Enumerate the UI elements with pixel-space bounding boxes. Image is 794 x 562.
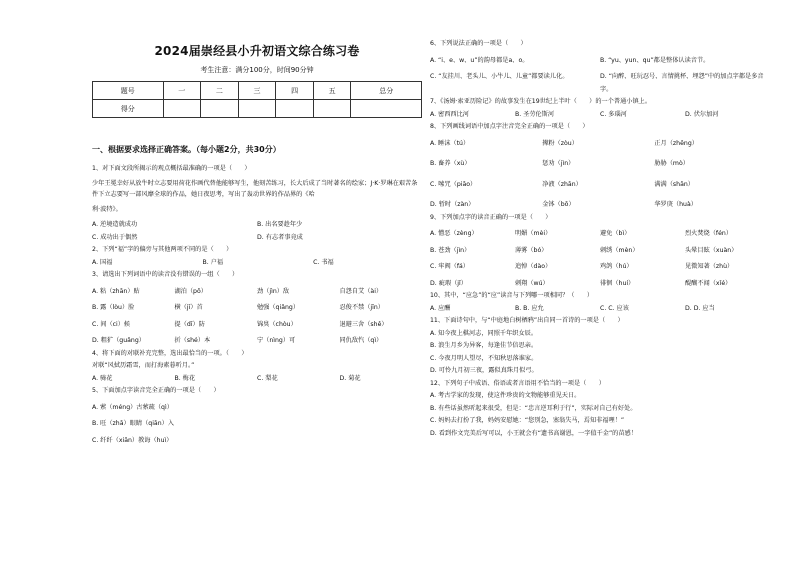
option-part: 忍俊不禁（jīn） [339,304,384,311]
question-stem: 9、下列加点字的读音正确的一项是（ ） [430,213,552,221]
option-part: A. 粘（zhān）贴 [92,287,140,295]
score-cell[interactable] [201,100,239,118]
option: A. 考古学家的发现，使这件珍贵的文物能够重见天日。 [430,392,581,399]
option: B. 梅花 [174,374,196,382]
score-header-cell: 题号 [93,82,164,100]
section-heading: 一、根据要求选择正确答案。（每小题2分，共30分） [92,145,281,154]
option-row [92,373,422,386]
option-part: A. 睡沫（tú） [430,139,470,147]
option-part: 同仇敌忾（qì） [339,337,383,344]
option-part: 鸡鸽（hú） [600,263,633,270]
option-part: 横（jī）首 [174,304,203,311]
question-5 [92,385,422,447]
exam-note: 考生注意：满分100分，时间90分钟 [200,66,314,74]
option: B. 旺（zhā）眼睛（qiān）入 [92,420,174,427]
option-part: B. 畜养（xù） [430,160,471,167]
score-header-cell: 五 [313,82,351,100]
option-part: 徘徊（huí） [600,279,635,287]
question-9 [430,212,770,291]
option: C. 妈妈去打扮了我，妈妈安慰她：“您别急，塞翁失马，焉知非福哩！” [430,417,625,424]
option: A. 骑花 [92,374,113,382]
option: D. 菊花 [339,374,361,382]
option: B. 户福 [202,258,224,266]
option: D. “向醉、旺玩忍号、言情挑杯、埋怨”中的加点字都是多音字。 [600,73,764,93]
question-stem: 1、对下面文段所揭示的观点概括最准确的一项是（ ） [92,165,251,172]
option-part: 刺绣（mèn） [600,246,639,254]
option-row [92,302,422,315]
question-stem: 7、《汤姆·索亚历险记》的故事发生在19世纪上半叶（ ）的一个普通小镇上。 [430,98,652,105]
option-part: C. 间（ci）候 [92,320,131,328]
option-row [430,278,770,291]
option: C. C. 应该 [600,304,629,312]
score-cell[interactable] [163,100,201,118]
question-1 [92,163,422,244]
option-part: 折（shé）本 [174,337,211,344]
option-part: D. 暂时（zàn） [430,201,475,208]
option: A. 国福 [92,258,113,266]
question-passage: 少年王冕幸好从放牛时立志要用荷花作画代替他能够写生，他刻苦练习，长大后成了当时著名的绘家；J·K·罗琳在艰苦条件下立志要写一部风靡全球的作品，她日夜思考，写出了轰动世界的作品界的《哈 [92,180,418,198]
option-part: 刺翔（wú） [515,279,549,287]
question-passage: 对联“风拭历霜雪，而打海素暮听月。” [92,362,195,369]
question-stem: 5、下面加点字读音完全正确的一项是（ ） [92,387,220,394]
option: C. 纤纤（xiān）教诲（huì） [92,436,173,444]
option-part: D. 疵瑕（jǐ） [430,279,467,287]
option-row [430,245,770,258]
option-row [430,109,770,122]
option-part: 见微知著（zhù） [685,263,734,270]
option-row [430,158,770,171]
option-part: 自怨自艾（ài） [339,287,383,295]
score-header-cell: 三 [238,82,276,100]
option-row [92,286,422,299]
question-stem: 11、下面诗句中，与“中庭地白树栖鸦”出自同一首诗的一项是（ ） [430,317,624,324]
score-header-cell: 四 [276,82,314,100]
score-table-header-row [93,82,422,100]
option-part: C. 嗦咒（piāo） [430,180,477,188]
option-part: 惩劝（jìn） [542,160,575,167]
option-row [430,303,770,316]
option-part: B. 苍劲（jìn） [430,246,471,254]
question-7 [430,96,770,121]
option-part: D. 粗犷（guǎng） [92,337,145,344]
option: B. 有些话虽然听起来很受，但是：“忠言逆耳利于行”，实际对自己有好处。 [430,404,637,412]
option: C. 梨花 [257,374,278,382]
option: D. 伏尔加河 [685,110,719,118]
option: D. 可怜九月初三夜，露似真珠月似弓。 [430,367,538,374]
question-3 [92,269,422,348]
option-part: 胁胁（mò） [654,160,689,167]
option-part: 追悼（dào） [515,263,552,270]
option-row [430,199,770,212]
option-row [92,257,422,270]
option: A. 应酬 [430,304,451,312]
option: C. 书福 [313,258,334,266]
option-part: 金钵（bō） [542,201,575,208]
page-title: 2024届崇经县小升初语文综合练习卷 [154,44,360,58]
option: C. 多瑙河 [600,110,627,118]
option: D. D. 应当 [685,304,715,312]
score-cell[interactable] [313,100,351,118]
option: B. 圣劳伦斯河 [515,110,555,118]
option-part: 头晕目眩（xuàn） [685,246,738,254]
question-stem: 8、下列画线词语中加点字注音完全正确的一项是（ ） [430,123,589,130]
score-header-cell: 一 [163,82,201,100]
option-part: 烈火焚烧（fén） [685,230,733,237]
score-row-label: 得分 [93,100,164,118]
option-part: 明媚（mèi） [515,230,552,237]
option-part: 薄雾（bó） [515,246,548,254]
option-row [430,71,770,96]
option-row [92,335,422,348]
option: A. 逆境造就成功 [92,221,138,228]
option: B. 出名要趁年少 [257,221,303,228]
option-part: 醍醐不闻（xǐé） [685,279,732,287]
question-11 [430,315,770,378]
option-part: B. 露（lòu）脸 [92,304,135,311]
option-part: 华罗庚（huà） [654,201,697,208]
option-row [430,179,770,192]
option-part: A. 憎恶（zèng） [430,230,478,237]
question-8 [430,121,770,212]
option-part: 撵粉（zòu） [542,139,578,147]
option-part: 满满（shān） [654,180,694,188]
question-stem: 2、下列“福”字的偏旁与其他两项不同的是（ ） [92,246,233,253]
option: C. “友挂川、老头儿、小牛儿、儿童”都要读儿化。 [430,73,569,80]
option-part: 勉强（qiǎng） [257,304,300,311]
option: B. B. 应允 [515,304,544,312]
question-6 [430,38,770,96]
question-stem: 12、下列句子中成语、俗语或者言语用不恰当的一项是（ ） [430,379,605,387]
option-row [430,228,770,241]
option-part: C. 牢阀（fá） [430,263,469,270]
option-row [92,319,422,332]
option-part: 提（dī）防 [174,320,205,328]
option: A. 知今夜上棋河志，同照千年织女辰。 [430,329,538,337]
option: A. “i、e、w、u”的韵母都是a、o。 [430,56,529,64]
question-stem: 3、请选出下列词语中的读音没有错误的一组（ ） [92,271,239,278]
option-row [92,232,422,245]
score-table [92,81,422,118]
option: A. 萦（méng）古萦疏（qì） [92,403,173,411]
question-stem: 4、将下面的对联补充完整，选出最恰当的一项。（ ） [92,349,248,357]
option-row [430,138,770,151]
option: C. 今夜月明人望尽，不知秋思落谁家。 [430,354,538,362]
question-stem: 6、下列说法正确的一项是（ ） [430,40,527,47]
score-header-cell: 二 [201,82,239,100]
score-cell[interactable] [351,100,422,118]
option-part: 正月（zhēng） [654,139,698,147]
option: D. 有志者事竟成 [257,233,303,241]
question-stem: 10、其中，“应急”的“应”读音与下列哪一项相同？（ ） [430,292,594,299]
score-header-cell: 总分 [351,82,422,100]
option-part: 劲（jìn）敌 [257,287,290,295]
option-part: 宁（nìng）可 [257,337,296,344]
option: B. “yu、yun、qu”都是整体认读音节。 [600,56,710,64]
right-column [430,38,770,440]
option-part: 避免（bì） [600,230,631,237]
question-12 [430,378,770,441]
option-row [430,261,770,274]
option-part: 净液（zhān） [542,180,582,188]
question-10 [430,290,770,315]
score-cell[interactable] [238,100,276,118]
option-part: 退避三舍（shě） [339,320,388,328]
score-cell[interactable] [276,100,314,118]
option: D. 看到作文完美后写可以，小王就会有“遗书高谢恩，一字值千金”的苗感！ [430,429,637,437]
question-2 [92,244,422,269]
option: C. 成功出于偶然 [92,233,138,241]
option: A. 密西西比河 [430,110,469,118]
question-passage: 利·波特》。 [92,206,122,213]
question-4 [92,348,422,386]
option-row [430,55,770,68]
score-table-score-row [93,100,422,118]
option: B. 浪生月乡为异客，每逢佳节倍思亲。 [430,342,538,349]
option-part: 锦臭（chòu） [257,320,297,328]
option-row [92,219,422,232]
left-column [92,38,422,447]
option-part: 湖泊（pō） [174,287,207,295]
